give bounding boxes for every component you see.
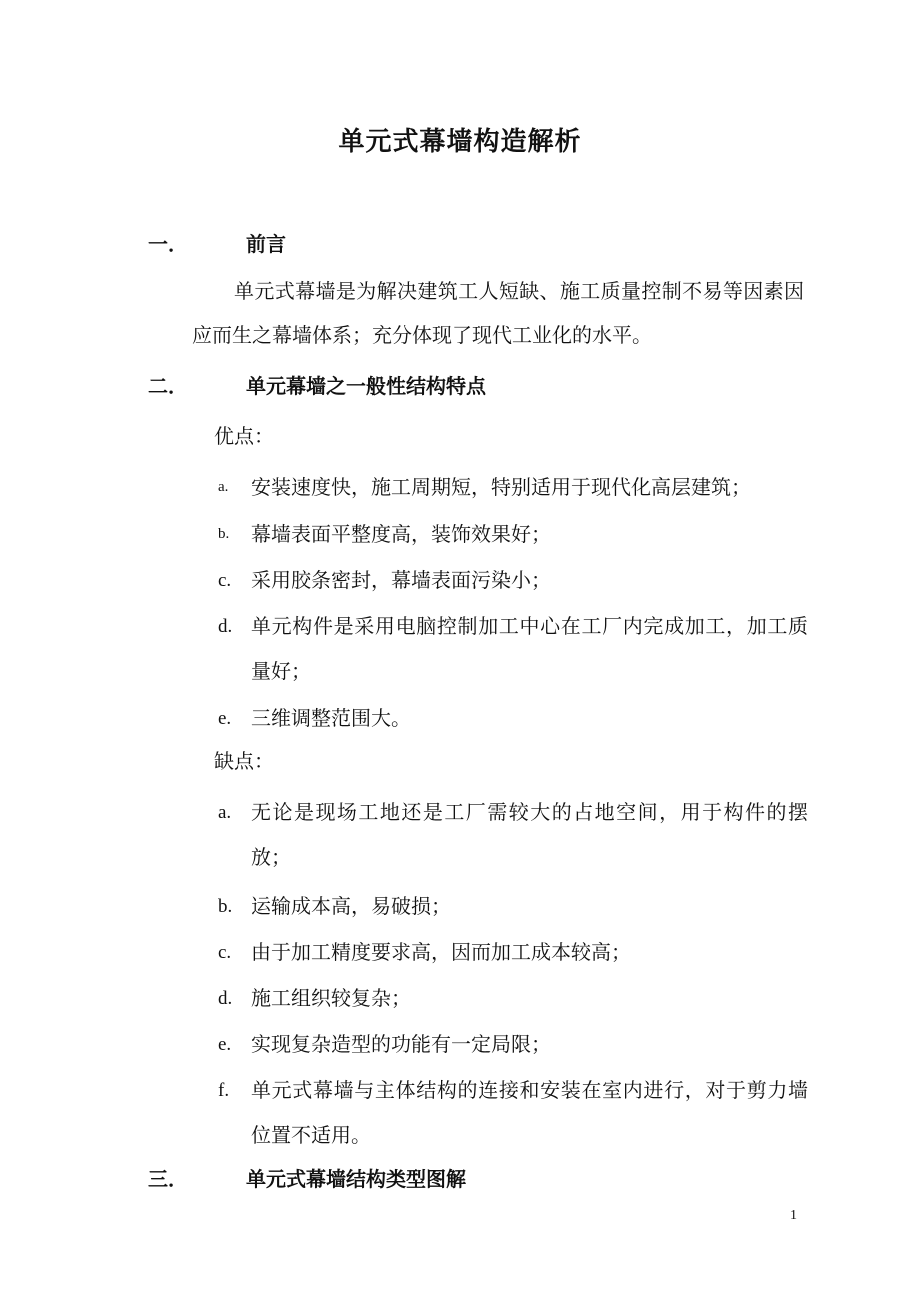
list-marker: c. bbox=[218, 942, 232, 963]
list-item bbox=[218, 465, 808, 510]
list-marker: a. bbox=[218, 802, 232, 823]
list-marker: d. bbox=[218, 616, 233, 637]
list-item bbox=[218, 790, 808, 880]
section-heading-3 bbox=[148, 1164, 466, 1194]
list-item bbox=[218, 930, 808, 975]
list-marker: b. bbox=[218, 896, 233, 917]
list-item bbox=[218, 512, 808, 557]
list-marker: d. bbox=[218, 988, 233, 1009]
list-item bbox=[218, 604, 808, 694]
list-marker: b. bbox=[218, 526, 230, 542]
section-heading-1 bbox=[148, 229, 286, 259]
list-text: 施工组织较复杂； bbox=[251, 986, 411, 1010]
section-title: 前言 bbox=[246, 232, 286, 256]
page-number: 1 bbox=[790, 1208, 797, 1223]
list-marker: f. bbox=[218, 1080, 230, 1101]
section-heading-2 bbox=[148, 371, 486, 401]
list-item bbox=[218, 884, 808, 929]
list-item bbox=[218, 558, 808, 603]
section-title: 单元幕墙之一般性结构特点 bbox=[246, 374, 486, 398]
list-text: 由于加工精度要求高，因而加工成本较高； bbox=[251, 940, 631, 964]
list-text: 实现复杂造型的功能有一定局限； bbox=[251, 1032, 551, 1056]
section-title: 单元式幕墙结构类型图解 bbox=[246, 1167, 466, 1191]
list-text: 幕墙表面平整度高，装饰效果好； bbox=[251, 522, 551, 546]
list-text: 无论是现场工地还是工厂需较大的占地空间，用于构件的摆放； bbox=[251, 800, 808, 869]
section-number: 一． bbox=[148, 232, 188, 256]
list-marker: e. bbox=[218, 708, 232, 729]
section-number: 二． bbox=[148, 374, 188, 398]
intro-paragraph: 单元式幕墙是为解决建筑工人短缺、施工质量控制不易等因素因应而生之幕墙体系；充分体现了现代工业化的水平。 bbox=[192, 279, 804, 347]
list-item bbox=[218, 976, 808, 1021]
list-item bbox=[218, 1068, 808, 1158]
list-text: 安装速度快，施工周期短，特别适用于现代化高层建筑； bbox=[251, 475, 751, 499]
list-marker: e. bbox=[218, 1034, 232, 1055]
advantages-label: 优点： bbox=[214, 424, 274, 448]
list-marker: a. bbox=[218, 479, 229, 495]
list-text: 单元构件是采用电脑控制加工中心在工厂内完成加工，加工质量好； bbox=[251, 614, 808, 683]
section-number: 三． bbox=[148, 1167, 188, 1191]
list-text: 采用胶条密封，幕墙表面污染小； bbox=[251, 568, 551, 592]
list-item bbox=[218, 1022, 808, 1067]
document-title: 单元式幕墙构造解析 bbox=[338, 127, 582, 157]
disadvantages-label: 缺点： bbox=[214, 749, 274, 773]
list-text: 运输成本高，易破损； bbox=[251, 894, 451, 918]
list-text: 单元式幕墙与主体结构的连接和安装在室内进行，对于剪力墙位置不适用。 bbox=[251, 1078, 808, 1147]
list-text: 三维调整范围大。 bbox=[251, 706, 411, 730]
list-marker: c. bbox=[218, 570, 232, 591]
list-item bbox=[218, 696, 808, 741]
